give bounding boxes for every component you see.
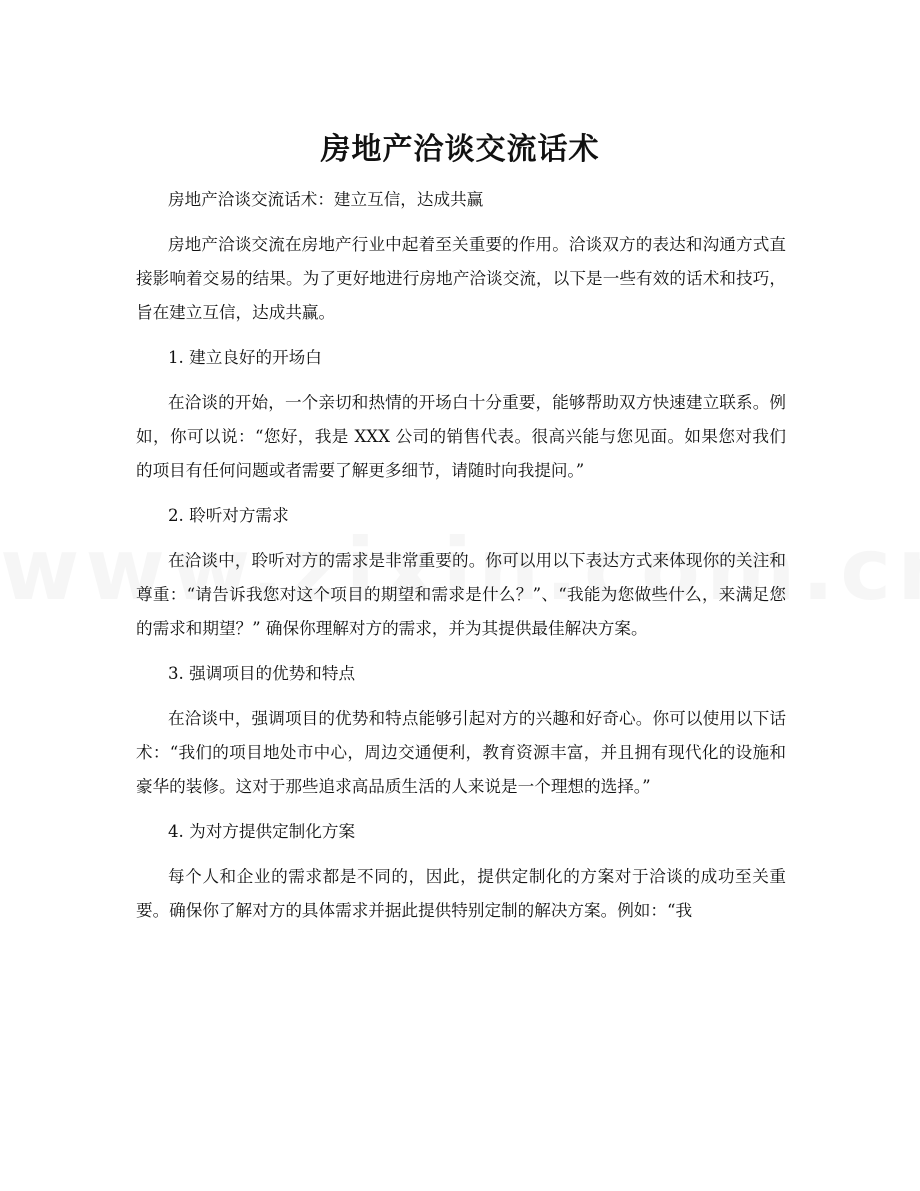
intro-paragraph: 房地产洽谈交流在房地产行业中起着至关重要的作用。洽谈双方的表达和沟通方式直接影响着交易的结果。为了更好地进行房地产洽谈交流，以下是一些有效的话术和技巧，旨在建立互信，达成共赢。 [136,235,786,322]
section-body-2: 在洽谈中，聆听对方的需求是非常重要的。你可以用以下表达方式来体现你的关注和尊重：“请告诉我您对这个项目的期望和需求是什么？”、“我能为您做些什么，来满足您的需求和期望？” 确保你理解对方的需求，并为其提供最佳解决方案。 [136,551,786,638]
section-body-4: 每个人和企业的需求都是不同的，因此，提供定制化的方案对于洽谈的成功至关重要。确保你了解对方的具体需求并据此提供特别定制的解决方案。例如：“我 [136,867,786,920]
document-title: 房地产洽谈交流话术 [320,132,600,168]
section-heading-2: 2. 聆听对方需求 [168,506,289,525]
section-heading-3: 3. 强调项目的优势和特点 [168,664,356,683]
section-body-3: 在洽谈中，强调项目的优势和特点能够引起对方的兴趣和好奇心。你可以使用以下话术：“我们的项目地处市中心，周边交通便利，教育资源丰富，并且拥有现代化的设施和豪华的装修。这对于那些追求高品质生活的人来说是一个理想的选择。” [136,709,786,796]
section-body-1: 在洽谈的开始，一个亲切和热情的开场白十分重要，能够帮助双方快速建立联系。例如，你可以说：“您好，我是 XXX 公司的销售代表。很高兴能与您见面。如果您对我们的项目有任何问题或者需要了解更多细节，请随时向我提问。” [136,393,786,480]
document-body [136,183,786,928]
section-heading-1: 1. 建立良好的开场白 [168,348,322,367]
subtitle-paragraph: 房地产洽谈交流话术：建立互信，达成共赢 [168,190,484,209]
section-heading-4: 4. 为对方提供定制化方案 [168,822,356,841]
